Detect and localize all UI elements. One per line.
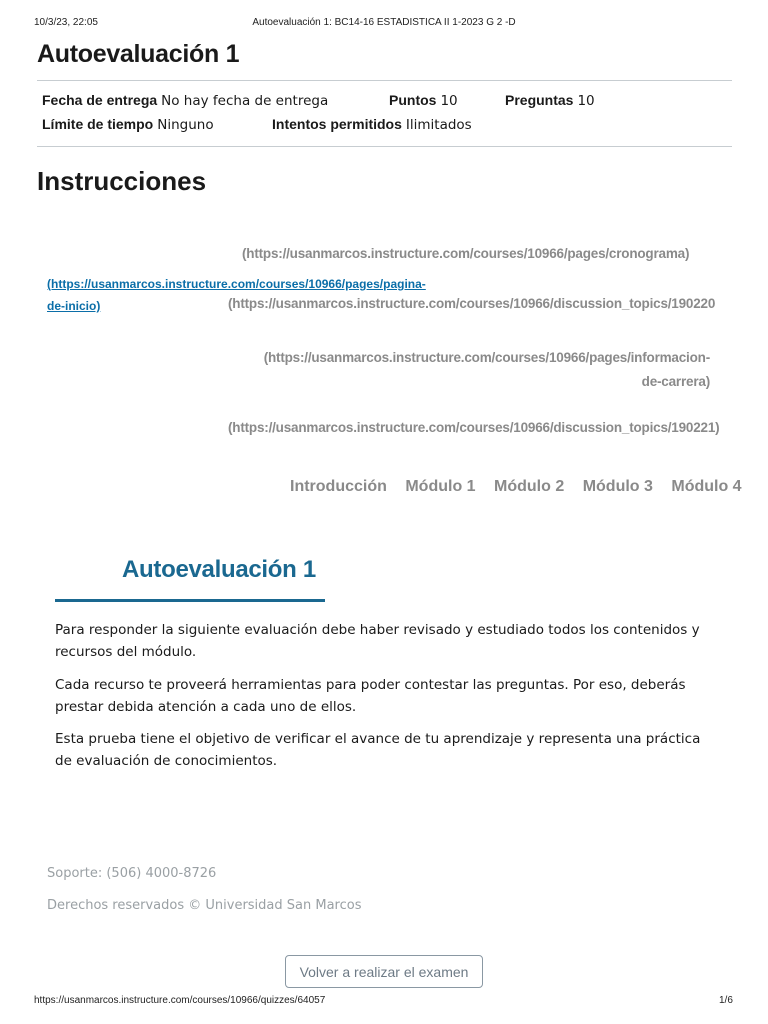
questions-field	[505, 92, 595, 109]
link-pagina-de-inicio-line1[interactable]: (https://usanmarcos.instructure.com/courses/10966/pages/pagina-	[47, 277, 426, 291]
title-divider	[37, 80, 732, 81]
link-cronograma[interactable]: (https://usanmarcos.instructure.com/courses/10966/pages/cronograma)	[242, 246, 690, 261]
nav-modulo-2[interactable]: Módulo 2	[494, 478, 565, 495]
nav-modulo-3[interactable]: Módulo 3	[582, 478, 653, 495]
print-url: https://usanmarcos.instructure.com/courses/10966/quizzes/64057	[34, 995, 326, 1006]
link-discussion-190220[interactable]: (https://usanmarcos.instructure.com/courses/10966/discussion_topics/190220	[228, 296, 716, 311]
time-limit-label: Límite de tiempo	[42, 116, 154, 132]
module-nav	[276, 478, 742, 496]
points-value: 10	[440, 93, 458, 109]
time-limit-value: Ninguno	[157, 117, 214, 133]
link-informacion-line2[interactable]: de-carrera)	[641, 374, 710, 389]
paragraph-1: Para responder la siguiente evaluación debe haber revisado y estudiado todos los contenidos y recursos del módulo.	[55, 622, 700, 660]
nav-introduccion[interactable]: Introducción	[290, 478, 387, 495]
paragraph-2: Cada recurso te proveerá herramientas para poder contestar las preguntas. Por eso, deberás prestar debida atención a cada uno de ellos.	[55, 677, 686, 715]
paragraph-3: Esta prueba tiene el objetivo de verificar el avance de tu aprendizaje y representa una práctica de evaluación de conocimientos.	[55, 731, 701, 769]
due-date-label: Fecha de entrega	[42, 92, 158, 108]
link-pagina-de-inicio-line2[interactable]: de-inicio)	[47, 299, 101, 313]
questions-label: Preguntas	[505, 92, 574, 108]
attempts-value: Ilimitados	[405, 117, 472, 133]
questions-value: 10	[577, 93, 595, 109]
copyright: Derechos reservados © Universidad San Marcos	[47, 898, 362, 913]
points-label: Puntos	[389, 92, 437, 108]
instructions-subheading: Autoevaluación 1	[122, 556, 316, 583]
instructions-heading: Instrucciones	[37, 166, 207, 196]
support-phone: Soporte: (506) 4000-8726	[47, 866, 217, 881]
link-discussion-190221[interactable]: (https://usanmarcos.instructure.com/courses/10966/discussion_topics/190221)	[228, 420, 720, 435]
subheading-underline	[55, 599, 325, 602]
link-informacion-de-carrera[interactable]	[242, 346, 710, 394]
print-page-number: 1/6	[719, 995, 733, 1006]
meta-divider	[37, 146, 732, 147]
attempts-field	[272, 116, 472, 133]
due-date-field	[42, 92, 328, 109]
retake-quiz-button[interactable]: Volver a realizar el examen	[285, 955, 483, 988]
attempts-label: Intentos permitidos	[272, 116, 402, 132]
time-limit-field	[42, 116, 214, 133]
link-informacion-line1[interactable]: (https://usanmarcos.instructure.com/courses/10966/pages/informacion-	[263, 350, 710, 365]
nav-modulo-1[interactable]: Módulo 1	[405, 478, 476, 495]
due-date-value: No hay fecha de entrega	[161, 93, 329, 109]
nav-modulo-4[interactable]: Módulo 4	[671, 478, 742, 495]
page-title: Autoevaluación 1	[37, 40, 240, 68]
print-datetime: 10/3/23, 22:05	[34, 17, 98, 28]
points-field	[389, 92, 458, 109]
print-document-title: Autoevaluación 1: BC14-16 ESTADISTICA II 1-2023 G 2 -D	[252, 17, 516, 28]
